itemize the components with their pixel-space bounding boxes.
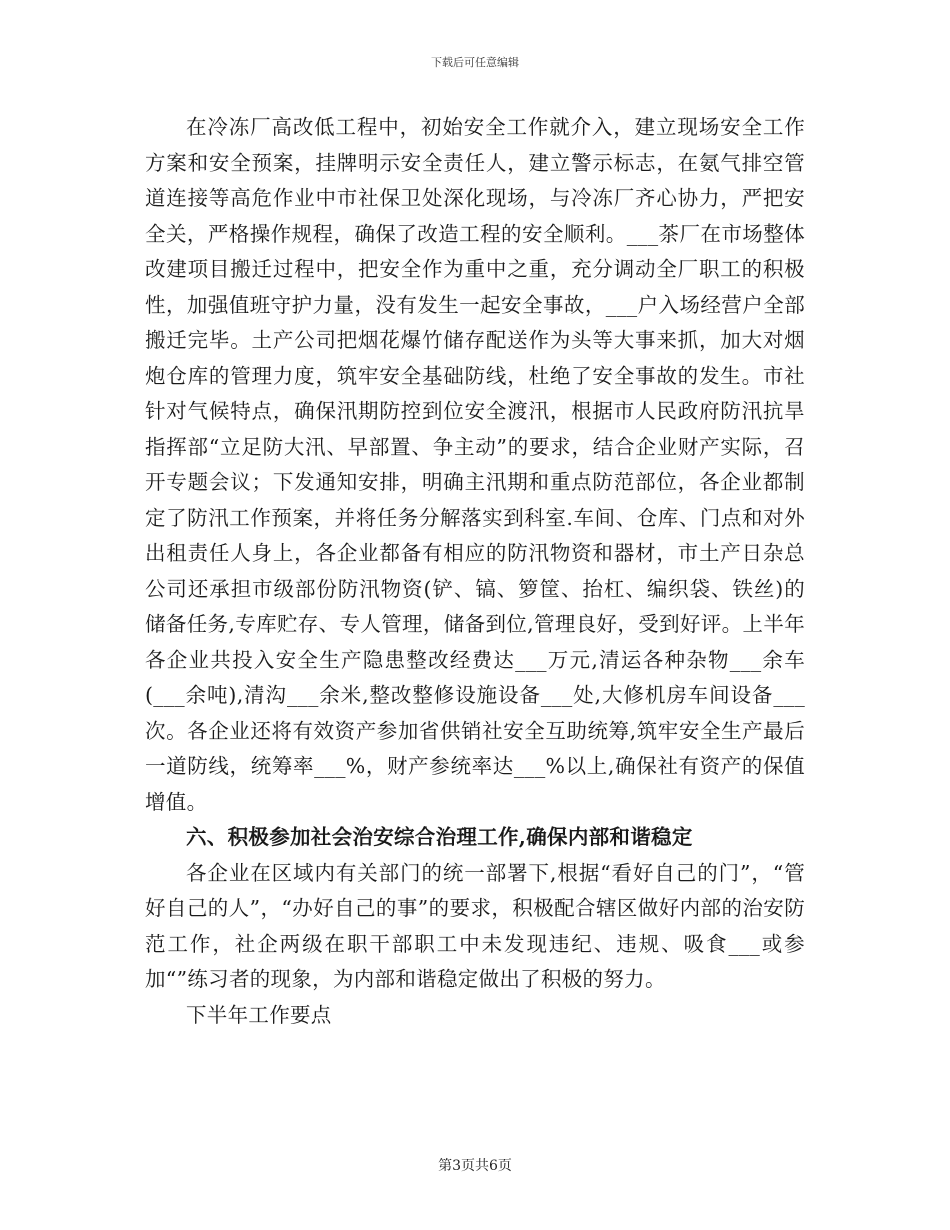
body-paragraph: 各企业在区域内有关部门的统一部署下,根据“看好自己的门”，“管好自己的人”，“办好自己的事”的要求，积极配合辖区做好内部的治安防范工作，社企两级在职干部职工中未发现违纪、违规、吸食___或参加“”练习者的现象，为内部和谐稳定做出了积极的努力。	[145, 860, 805, 991]
document-body	[145, 110, 805, 1033]
page-number: 第3页共6页	[438, 1158, 512, 1174]
subsection-heading: 下半年工作要点	[186, 1002, 332, 1027]
header-note: 下载后可任意编辑	[431, 56, 519, 69]
section-heading: 六、积极参加社会治安综合治理工作,确保内部和谐稳定	[186, 825, 693, 849]
body-paragraph: 在冷冻厂高改低工程中，初始安全工作就介入，建立现场安全工作方案和安全预案，挂牌明示安全责任人，建立警示标志，在氨气排空管道连接等高危作业中市社保卫处深化现场，与冷冻厂齐心协力，严把安全关，严格操作规程，确保了改造工程的安全顺利。___茶厂在市场整体改建项目搬迁过程中，把安全作为重中之重，充分调动全厂职工的积极性，加强值班守护力量，没有发生一起安全事故，___户入场经营户全部搬迁完毕。土产公司把烟花爆竹储存配送作为头等大事来抓，加大对烟炮仓库的管理力度，筑牢安全基础防线，杜绝了安全事故的发生。市社针对气候特点，确保汛期防控到位安全渡汛，根据市人民政府防汛抗旱指挥部“立足防大汛、早部置、争主动”的要求，结合企业财产实际，召开专题会议；下发通知安排，明确主汛期和重点防范部位，各企业都制定了防汛工作预案，并将任务分解落实到科室.车间、仓库、门点和对外出租责任人身上，各企业都备有相应的防汛物资和器材，市土产日杂总公司还承担市级部份防汛物资(铲、镐、箩筐、抬杠、编织袋、铁丝)的储备任务,专库贮存、专人管理，储备到位,管理良好，受到好评。上半年各企业共投入安全生产隐患整改经费达___万元,清运各种杂物___余车(___余吨),清沟___余米,整改整修设施设备___处,大修机房车间设备___次。各企业还将有效资产参加省供销社安全互助统筹,筑牢安全生产最后一道防线，统筹率___%，财产参统率达___%以上,确保社有资产的保值增值。	[145, 115, 805, 814]
